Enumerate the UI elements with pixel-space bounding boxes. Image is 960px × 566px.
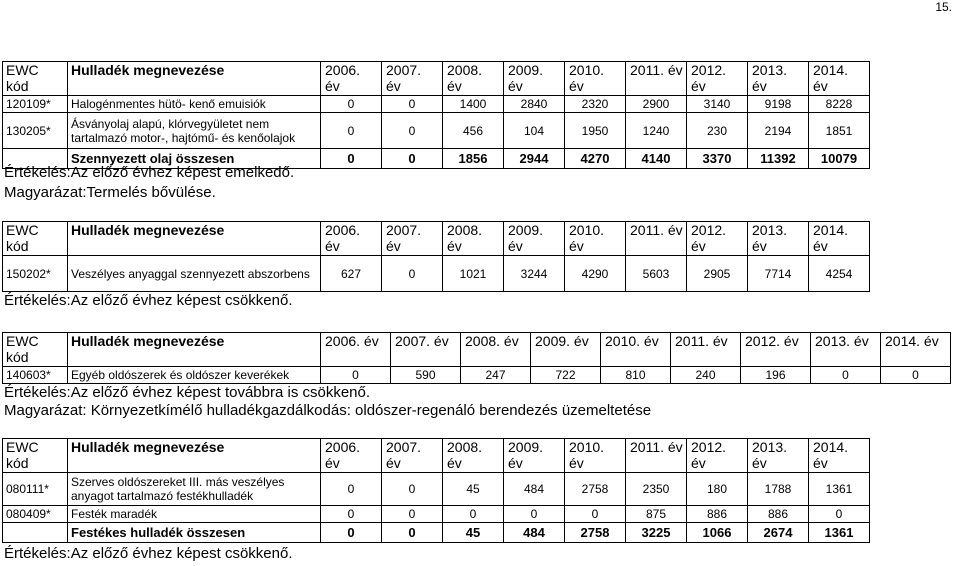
total-code-blank xyxy=(3,523,68,543)
year-value: 0 xyxy=(504,506,565,523)
year-value: 1950 xyxy=(565,113,626,149)
header-waste-name: Hulladék megnevezése xyxy=(68,222,321,256)
header-year: 2006. év xyxy=(321,439,382,473)
year-value: 2350 xyxy=(626,473,687,506)
year-value: 104 xyxy=(504,113,565,149)
year-value: 5603 xyxy=(626,256,687,292)
year-value: 2320 xyxy=(565,96,626,113)
table-row xyxy=(3,473,870,506)
year-value: 45 xyxy=(443,473,504,506)
header-ewc-code: EWC kód xyxy=(3,333,68,367)
total-value: 4270 xyxy=(565,149,626,169)
header-year: 2010. év xyxy=(565,439,626,473)
evaluation-text: Értékelés:Az előző évhez képest továbbra is csökkenő. xyxy=(4,384,371,401)
year-value: 1400 xyxy=(443,96,504,113)
header-year: 2011. év xyxy=(671,333,741,367)
header-ewc-code: EWC kód xyxy=(3,62,68,96)
header-year: 2010. év xyxy=(565,62,626,96)
year-value: 875 xyxy=(626,506,687,523)
header-year: 2006. év xyxy=(321,222,382,256)
header-waste-name: Hulladék megnevezése xyxy=(68,333,321,367)
total-label: Festékes hulladék összesen xyxy=(68,523,321,543)
total-value: 10079 xyxy=(809,149,870,169)
year-value: 2840 xyxy=(504,96,565,113)
year-value: 2905 xyxy=(687,256,748,292)
header-row xyxy=(3,62,870,96)
year-value: 886 xyxy=(687,506,748,523)
header-year: 2008. év xyxy=(461,333,531,367)
header-year: 2009. év xyxy=(531,333,601,367)
year-value: 9198 xyxy=(748,96,809,113)
table-row xyxy=(3,367,951,384)
year-value: 8228 xyxy=(809,96,870,113)
header-year: 2013. év xyxy=(811,333,881,367)
header-ewc-code: EWC kód xyxy=(3,439,68,473)
total-value: 2674 xyxy=(748,523,809,543)
year-value: 0 xyxy=(565,506,626,523)
ewc-code: 080409* xyxy=(3,506,68,523)
year-value: 247 xyxy=(461,367,531,384)
year-value: 240 xyxy=(671,367,741,384)
header-year: 2008. év xyxy=(443,439,504,473)
year-value: 886 xyxy=(748,506,809,523)
header-row xyxy=(3,439,870,473)
header-year: 2011. év xyxy=(626,439,687,473)
total-value: 484 xyxy=(504,523,565,543)
total-value: 1856 xyxy=(443,149,504,169)
header-waste-name: Hulladék megnevezése xyxy=(68,439,321,473)
header-year: 2013. év xyxy=(748,439,809,473)
header-year: 2009. év xyxy=(504,62,565,96)
year-value: 4290 xyxy=(565,256,626,292)
year-value: 627 xyxy=(321,256,382,292)
header-year: 2009. év xyxy=(504,222,565,256)
year-value: 230 xyxy=(687,113,748,149)
total-value: 0 xyxy=(382,523,443,543)
ewc-code: 150202* xyxy=(3,256,68,292)
explanation-text: Magyarázat:Termelés bővülése. xyxy=(4,184,216,201)
header-row xyxy=(3,222,870,256)
year-value: 0 xyxy=(321,113,382,149)
year-value: 810 xyxy=(601,367,671,384)
year-value: 0 xyxy=(321,473,382,506)
total-row xyxy=(3,523,870,543)
ewc-code: 130205* xyxy=(3,113,68,149)
year-value: 0 xyxy=(881,367,951,384)
header-year: 2008. év xyxy=(443,62,504,96)
waste-name: Festék maradék xyxy=(68,506,321,523)
year-value: 484 xyxy=(504,473,565,506)
total-value: 3370 xyxy=(687,149,748,169)
header-year: 2007. év xyxy=(382,439,443,473)
waste-name: Veszélyes anyaggal szennyezett abszorbens xyxy=(68,256,321,292)
year-value: 3244 xyxy=(504,256,565,292)
year-value: 0 xyxy=(321,367,391,384)
year-value: 0 xyxy=(443,506,504,523)
total-value: 0 xyxy=(321,149,382,169)
year-value: 1021 xyxy=(443,256,504,292)
total-value: 11392 xyxy=(748,149,809,169)
year-value: 0 xyxy=(321,96,382,113)
waste-name: Ásványolaj alapú, klórvegyületet nem tartalmazó motor-, hajtómű- és kenőolajok xyxy=(68,113,321,149)
header-year: 2014. év xyxy=(809,222,870,256)
year-value: 1361 xyxy=(809,473,870,506)
year-value: 0 xyxy=(382,113,443,149)
header-year: 2011. év xyxy=(626,222,687,256)
header-year: 2014. év xyxy=(881,333,951,367)
header-row xyxy=(3,333,951,367)
page-number: 15. xyxy=(935,0,952,14)
total-label: Szennyezett olaj összesen xyxy=(68,149,321,169)
waste-name: Szerves oldószereket III. más veszélyes anyagot tartalmazó festékhulladék xyxy=(68,473,321,506)
total-value: 1066 xyxy=(687,523,748,543)
header-year: 2014. év xyxy=(809,439,870,473)
header-ewc-code: EWC kód xyxy=(3,222,68,256)
waste-name: Halogénmentes hütö- kenő emuisiók xyxy=(68,96,321,113)
year-value: 3140 xyxy=(687,96,748,113)
year-value: 0 xyxy=(811,367,881,384)
evaluation-text: Értékelés:Az előző évhez képest csökkenő. xyxy=(4,292,293,309)
explanation-text: Magyarázat: Környezetkímélő hulladékgazdálkodás: oldószer-regenáló berendezés üzemeltetése xyxy=(4,402,652,419)
waste-name: Egyéb oldószerek és oldószer keverékek xyxy=(68,367,321,384)
ewc-code: 140603* xyxy=(3,367,68,384)
header-year: 2010. év xyxy=(601,333,671,367)
total-value: 0 xyxy=(382,149,443,169)
year-value: 1788 xyxy=(748,473,809,506)
table-row xyxy=(3,256,870,292)
total-value: 2944 xyxy=(504,149,565,169)
year-value: 0 xyxy=(382,256,443,292)
header-year: 2009. év xyxy=(504,439,565,473)
year-value: 196 xyxy=(741,367,811,384)
total-value: 45 xyxy=(443,523,504,543)
waste-table-solvent xyxy=(2,332,951,384)
ewc-code: 120109* xyxy=(3,96,68,113)
year-value: 722 xyxy=(531,367,601,384)
total-value: 2758 xyxy=(565,523,626,543)
header-year: 2006. év xyxy=(321,333,391,367)
year-value: 2900 xyxy=(626,96,687,113)
year-value: 2194 xyxy=(748,113,809,149)
header-year: 2008. év xyxy=(443,222,504,256)
waste-table-oil xyxy=(2,61,870,169)
evaluation-text: Értékelés:Az előző évhez képest emelkedő. xyxy=(4,164,295,181)
year-value: 590 xyxy=(391,367,461,384)
header-year: 2010. év xyxy=(565,222,626,256)
header-year: 2012. év xyxy=(741,333,811,367)
table-row xyxy=(3,506,870,523)
year-value: 180 xyxy=(687,473,748,506)
ewc-code: 080111* xyxy=(3,473,68,506)
header-waste-name: Hulladék megnevezése xyxy=(68,62,321,96)
year-value: 1851 xyxy=(809,113,870,149)
year-value: 4254 xyxy=(809,256,870,292)
year-value: 0 xyxy=(321,506,382,523)
header-year: 2013. év xyxy=(748,222,809,256)
table-row xyxy=(3,96,870,113)
year-value: 1240 xyxy=(626,113,687,149)
total-value: 4140 xyxy=(626,149,687,169)
waste-table-absorbent xyxy=(2,221,870,292)
evaluation-text: Értékelés:Az előző évhez képest csökkenő. xyxy=(4,545,293,562)
year-value: 7714 xyxy=(748,256,809,292)
total-value: 1361 xyxy=(809,523,870,543)
total-value: 3225 xyxy=(626,523,687,543)
header-year: 2013. év xyxy=(748,62,809,96)
header-year: 2012. év xyxy=(687,439,748,473)
waste-table-paint xyxy=(2,438,870,543)
header-year: 2014. év xyxy=(809,62,870,96)
year-value: 0 xyxy=(382,506,443,523)
header-year: 2011. év xyxy=(626,62,687,96)
header-year: 2006. év xyxy=(321,62,382,96)
year-value: 0 xyxy=(382,96,443,113)
year-value: 2758 xyxy=(565,473,626,506)
year-value: 0 xyxy=(809,506,870,523)
header-year: 2012. év xyxy=(687,62,748,96)
header-year: 2012. év xyxy=(687,222,748,256)
header-year: 2007. év xyxy=(382,62,443,96)
year-value: 456 xyxy=(443,113,504,149)
header-year: 2007. év xyxy=(382,222,443,256)
header-year: 2007. év xyxy=(391,333,461,367)
year-value: 0 xyxy=(382,473,443,506)
table-row xyxy=(3,113,870,149)
total-value: 0 xyxy=(321,523,382,543)
